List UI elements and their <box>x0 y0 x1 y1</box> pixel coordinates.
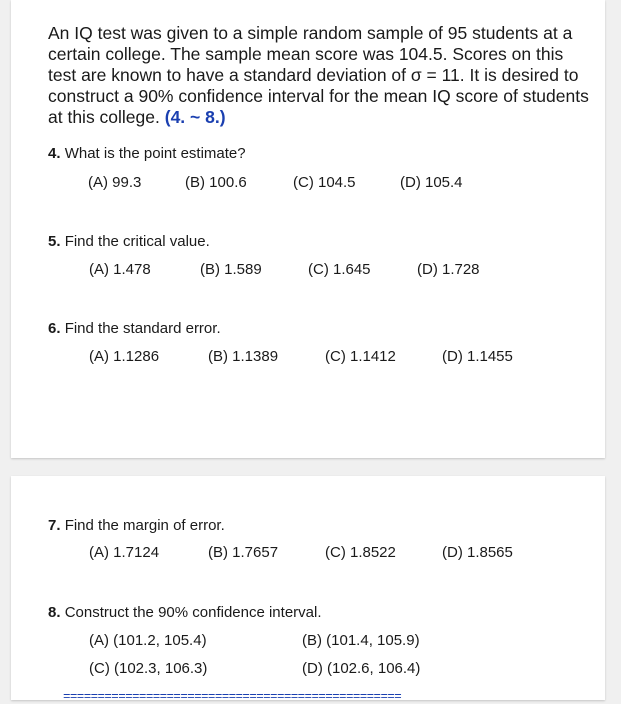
question-8-option-c[interactable]: (C) (102.3, 106.3) <box>89 660 208 677</box>
question-5 <box>48 233 210 251</box>
question-7-option-a[interactable]: (A) 1.7124 <box>89 544 160 561</box>
problem-statement <box>48 23 593 128</box>
question-5-text: Find the critical value. <box>64 233 210 250</box>
question-4-option-b[interactable]: (B) 100.6 <box>185 174 247 191</box>
question-5-option-c[interactable]: (C) 1.645 <box>308 261 371 278</box>
question-6-option-c[interactable]: (C) 1.1412 <box>325 348 396 365</box>
question-range-ref: (4. ~ 8.) <box>164 107 226 127</box>
question-4-number: 4. <box>48 145 61 162</box>
question-4 <box>48 145 246 163</box>
question-card-2 <box>11 476 605 704</box>
question-7-option-c[interactable]: (C) 1.8522 <box>325 544 396 561</box>
question-8-number: 8. <box>48 604 61 621</box>
separator-line: ================================================= <box>63 690 402 704</box>
question-5-option-b[interactable]: (B) 1.589 <box>200 261 262 278</box>
question-4-text: What is the point estimate? <box>64 145 246 162</box>
question-6-option-b[interactable]: (B) 1.1389 <box>208 348 279 365</box>
question-7-number: 7. <box>48 517 61 534</box>
question-5-option-a[interactable]: (A) 1.478 <box>89 261 151 278</box>
question-7-option-b[interactable]: (B) 1.7657 <box>208 544 279 561</box>
question-card-1 <box>11 0 605 458</box>
question-8-option-d[interactable]: (D) (102.6, 106.4) <box>302 660 421 677</box>
question-8 <box>48 604 322 622</box>
question-6-number: 6. <box>48 320 61 337</box>
question-6-option-a[interactable]: (A) 1.1286 <box>89 348 160 365</box>
question-7 <box>48 517 225 535</box>
question-4-option-d[interactable]: (D) 105.4 <box>400 174 463 191</box>
question-5-number: 5. <box>48 233 61 250</box>
question-7-text: Find the margin of error. <box>64 517 225 534</box>
question-4-option-a[interactable]: (A) 99.3 <box>88 174 142 191</box>
problem-text: An IQ test was given to a simple random sample of 95 students at a certain college. The sample mean score was 104.5. Scores on this test are known to have a standard deviation of σ = 11. It is desired to construct a 90% confidence interval for the mean IQ score of students at this college. <box>48 23 589 127</box>
question-6-text: Find the standard error. <box>64 320 221 337</box>
question-8-option-a[interactable]: (A) (101.2, 105.4) <box>89 632 207 649</box>
question-5-option-d[interactable]: (D) 1.728 <box>417 261 480 278</box>
question-6 <box>48 320 221 338</box>
question-4-option-c[interactable]: (C) 104.5 <box>293 174 356 191</box>
question-7-option-d[interactable]: (D) 1.8565 <box>442 544 513 561</box>
question-8-text: Construct the 90% confidence interval. <box>64 604 322 621</box>
question-6-option-d[interactable]: (D) 1.1455 <box>442 348 513 365</box>
question-8-option-b[interactable]: (B) (101.4, 105.9) <box>302 632 420 649</box>
